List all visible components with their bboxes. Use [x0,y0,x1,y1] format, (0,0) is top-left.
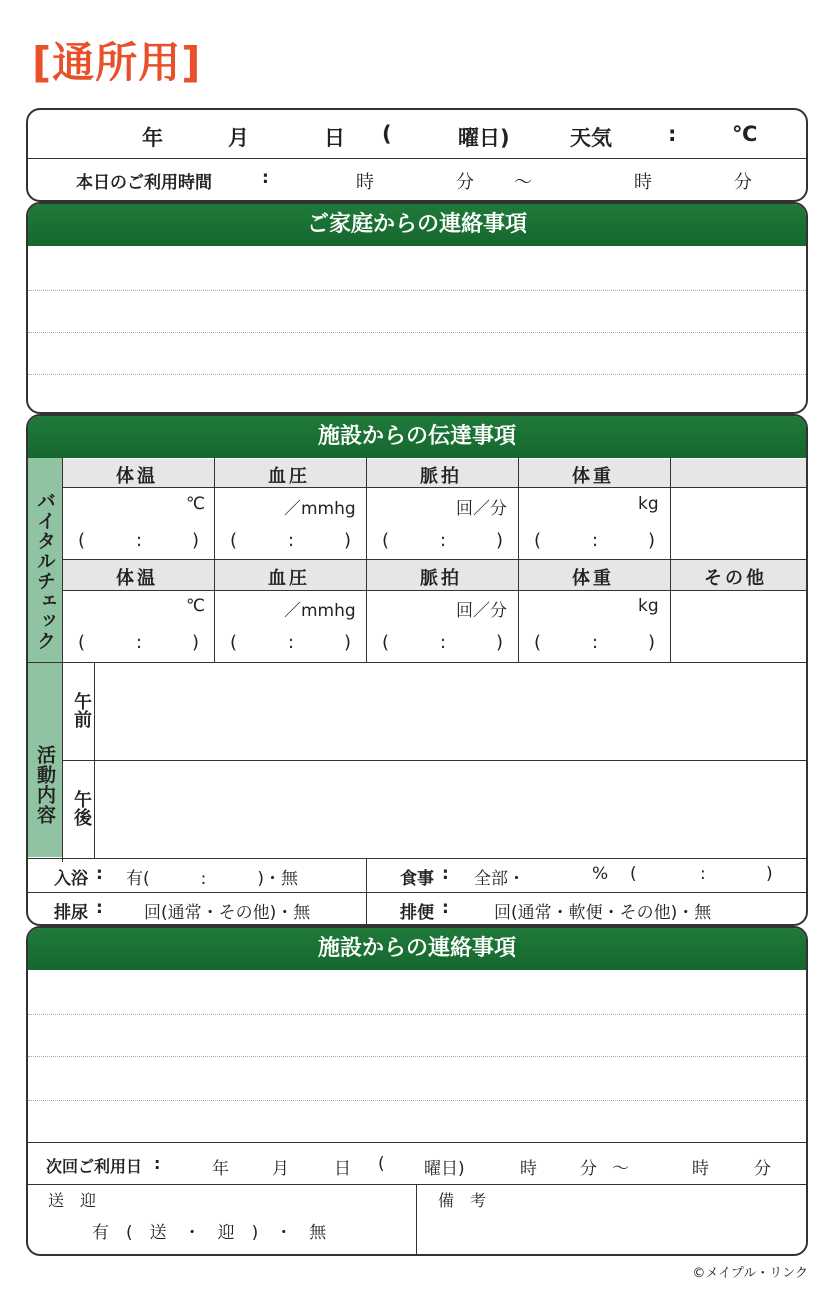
row-line [28,858,806,859]
temp-unit: ℃ [186,596,206,616]
other-header: その他 [704,568,767,589]
time-colon: : [592,530,599,551]
time-open: ( [534,530,542,551]
facility-report-heading: 施設からの伝達事項 [28,416,806,458]
date-header-box [26,108,808,202]
urine-value: 回(通常・その他)・無 [144,903,311,923]
celsius-label: ℃ [732,122,758,146]
meal-all: 全部・ [474,869,525,889]
next-tilde: 〜 [612,1159,629,1179]
note-line [28,1056,806,1057]
note-line [28,1014,806,1015]
row-line [28,892,806,893]
family-notes-box [26,202,808,414]
col-line [366,458,367,662]
note-line [28,1100,806,1101]
pulse-header: 脈拍 [420,466,462,487]
weekday-paren-open: ( [382,122,392,146]
time-close: ) [496,530,504,551]
time-colon: : [288,632,295,653]
bp-header: 血圧 [268,466,310,487]
next-paren-open: ( [378,1154,385,1174]
weight-header: 体重 [572,568,614,589]
time-open: ( [382,530,390,551]
pulse-header: 脈拍 [420,568,462,589]
next-end-minute: 分 [754,1159,771,1179]
urine-label: 排尿 [54,903,88,923]
meal-colon: : [442,864,449,884]
header-divider [28,158,806,159]
next-visit-label: 次回ご利用日 [46,1157,143,1176]
meal-percent: % [592,864,609,884]
row-line [28,1142,806,1143]
row-line [28,662,806,663]
time-colon: : [592,632,599,653]
time-open: ( [78,530,86,551]
usage-time-label: 本日のご利用時間 [76,173,212,193]
stool-colon: : [442,898,449,918]
time-colon: : [440,530,447,551]
copyright: ©メイプル・リンク [692,1266,808,1281]
bp-unit: ／mmhg [284,601,356,621]
note-line [28,290,806,291]
weight-unit: kg [638,596,659,616]
pulse-unit: 回／分 [456,499,507,519]
facility-report-box [26,414,808,926]
bp-header: 血圧 [268,568,310,589]
year-label: 年 [142,126,163,150]
col-line [670,458,671,662]
temp-unit: ℃ [186,494,206,514]
vitals-side-label: バイタルチェック [28,458,62,662]
weather-colon: : [668,122,677,146]
time-close: ) [192,632,200,653]
time-close: ) [192,530,200,551]
usage-start-minute: 分 [456,172,474,193]
time-colon: : [440,632,447,653]
time-colon: : [288,530,295,551]
day-label: 日 [324,126,345,150]
stool-value: 回(通常・軟便・その他)・無 [494,903,712,923]
time-close: ) [648,632,656,653]
meal-label: 食事 [400,869,434,889]
row-line [62,590,806,591]
urine-colon: : [96,898,103,918]
usage-end-minute: 分 [734,172,752,193]
time-close: ) [344,632,352,653]
temp-header: 体温 [116,466,158,487]
activity-side-label: 活動内容 [28,663,62,857]
facility-contact-box [26,926,808,1256]
transport-remarks-divider [416,1184,417,1256]
usage-tilde: 〜 [514,172,532,193]
time-close: ) [496,632,504,653]
vitals-side-divider [62,458,63,862]
remarks-label: 備 考 [438,1191,487,1210]
meal-paren-close: ) [766,864,773,884]
time-colon: : [136,530,143,551]
col-line [518,458,519,662]
usage-start-hour: 時 [356,172,374,193]
transport-label: 送 迎 [48,1191,97,1210]
bp-unit: ／mmhg [284,499,356,519]
next-day: 日 [334,1159,351,1179]
usage-colon: : [262,168,269,188]
pulse-unit: 回／分 [456,601,507,621]
col-line [214,458,215,662]
time-open: ( [230,632,238,653]
bath-value: 有( : )・無 [126,869,298,889]
time-close: ) [648,530,656,551]
time-open: ( [230,530,238,551]
facility-contact-heading: 施設からの連絡事項 [28,928,806,970]
time-open: ( [534,632,542,653]
page-title: [通所用] [32,38,202,87]
next-visit-colon: : [154,1154,161,1173]
weekday-label: 曜日) [458,126,510,150]
next-month: 月 [272,1159,289,1179]
bath-colon: : [96,864,103,884]
row-line [28,1184,806,1185]
next-year: 年 [212,1159,229,1179]
am-label: 午前 [71,692,92,728]
usage-end-hour: 時 [634,172,652,193]
temp-header: 体温 [116,568,158,589]
next-start-hour: 時 [520,1159,537,1179]
next-start-minute: 分 [580,1159,597,1179]
transport-value: 有 ( 送 ・ 迎 ) ・ 無 [92,1223,327,1243]
time-open: ( [382,632,390,653]
meal-time-colon: : [700,864,706,884]
stool-label: 排便 [400,903,434,923]
bath-label: 入浴 [54,869,88,889]
next-end-hour: 時 [692,1159,709,1179]
row-line [62,559,806,560]
note-line [28,332,806,333]
weather-label: 天気 [570,126,612,150]
note-line [28,374,806,375]
month-label: 月 [228,126,249,150]
am-pm-divider [62,760,806,761]
time-open: ( [78,632,86,653]
weight-unit: kg [638,494,659,514]
time-colon: : [136,632,143,653]
meal-paren-open: ( [630,864,637,884]
weight-header: 体重 [572,466,614,487]
family-notes-heading: ご家庭からの連絡事項 [28,204,806,246]
next-weekday: 曜日) [424,1159,465,1179]
time-close: ) [344,530,352,551]
pm-label: 午後 [71,790,92,826]
